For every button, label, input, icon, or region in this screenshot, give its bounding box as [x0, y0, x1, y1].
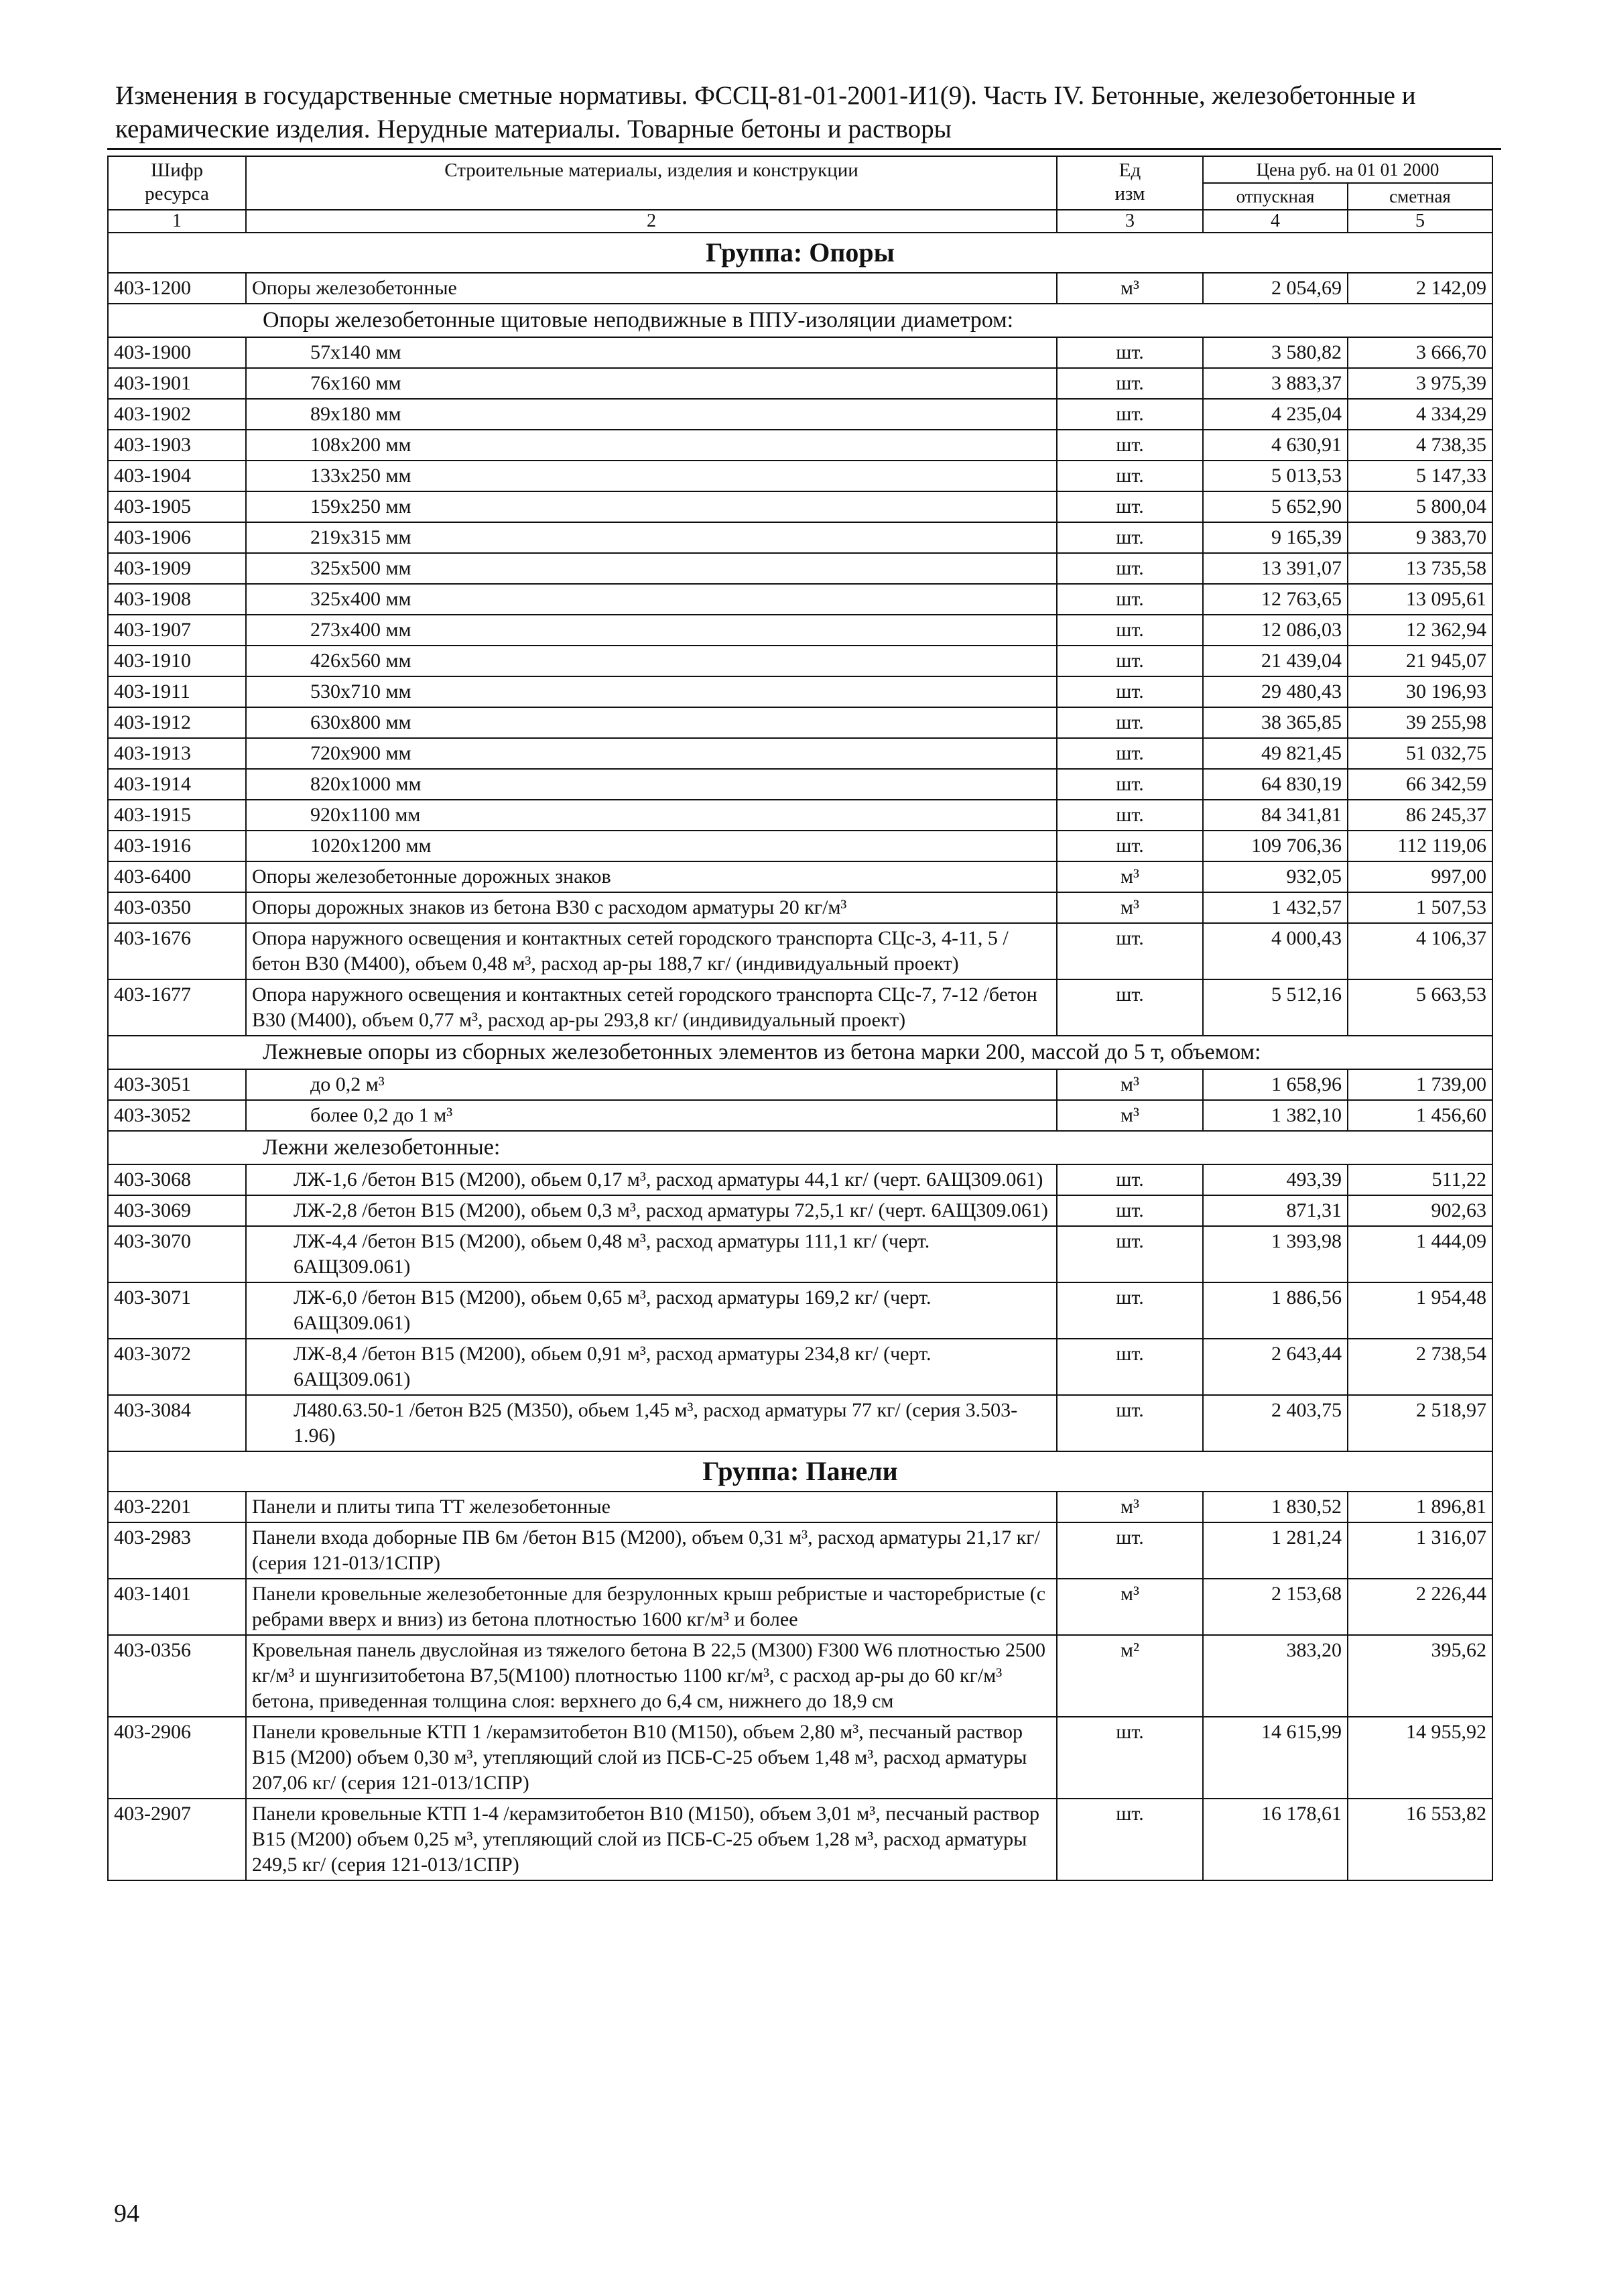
header-line-1: Изменения в государственные сметные нормативы. ФССЦ-81-01-2001-И1(9). Часть IV. Бетонные, железобетонные и [115, 81, 1416, 110]
resource-code: 403-1401 [108, 1579, 246, 1635]
table-row [108, 1579, 1492, 1635]
release-price: 38 365,85 [1203, 707, 1348, 738]
estimate-price: 13 735,58 [1348, 553, 1492, 584]
material-name: 108х200 мм [246, 430, 1057, 461]
table-row [108, 800, 1492, 831]
estimate-price: 86 245,37 [1348, 800, 1492, 831]
material-name: Панели кровельные железобетонные для безрулонных крыш ребристые и часторебристые (с ребрами вверх и вниз) из бетона плотностью 1600 кг/м³ и более [246, 1579, 1057, 1635]
estimate-price: 2 142,09 [1348, 273, 1492, 304]
unit-of-measure: шт. [1057, 615, 1203, 646]
release-price: 383,20 [1203, 1635, 1348, 1717]
release-price: 5 652,90 [1203, 491, 1348, 522]
material-name: 720х900 мм [246, 738, 1057, 769]
release-price: 1 281,24 [1203, 1522, 1348, 1579]
release-price: 1 393,98 [1203, 1226, 1348, 1282]
resource-code: 403-2983 [108, 1522, 246, 1579]
resource-code: 403-0350 [108, 892, 246, 923]
resource-code: 403-3084 [108, 1395, 246, 1451]
unit-of-measure: шт. [1057, 337, 1203, 368]
resource-code: 403-1906 [108, 522, 246, 553]
release-price: 109 706,36 [1203, 831, 1348, 861]
unit-of-measure: шт. [1057, 522, 1203, 553]
material-name: 133х250 мм [246, 461, 1057, 491]
material-name: до 0,2 м³ [246, 1069, 1057, 1100]
resource-code: 403-1902 [108, 399, 246, 430]
table-row [108, 676, 1492, 707]
release-price: 2 643,44 [1203, 1339, 1348, 1395]
estimate-price: 9 383,70 [1348, 522, 1492, 553]
release-price: 5 512,16 [1203, 979, 1348, 1036]
release-price: 2 054,69 [1203, 273, 1348, 304]
material-name: Панели и плиты типа ТТ железобетонные [246, 1492, 1057, 1522]
section-row [108, 304, 1492, 337]
table-row [108, 1395, 1492, 1451]
release-price: 12 763,65 [1203, 584, 1348, 615]
estimate-price: 4 738,35 [1348, 430, 1492, 461]
material-name: 325х400 мм [246, 584, 1057, 615]
material-name: 920х1100 мм [246, 800, 1057, 831]
release-price: 1 886,56 [1203, 1282, 1348, 1339]
material-name: Л480.63.50-1 /бетон В25 (М350), обьем 1,45 м³, расход арматуры 77 кг/ (серия 3.503-1.96) [246, 1395, 1057, 1451]
unit-of-measure: м³ [1057, 273, 1203, 304]
estimate-price: 1 739,00 [1348, 1069, 1492, 1100]
resource-code: 403-1915 [108, 800, 246, 831]
table-row [108, 1195, 1492, 1226]
material-name: 630х800 мм [246, 707, 1057, 738]
resource-code: 403-3070 [108, 1226, 246, 1282]
release-price: 14 615,99 [1203, 1717, 1348, 1799]
resource-code: 403-2201 [108, 1492, 246, 1522]
estimate-price: 4 106,37 [1348, 923, 1492, 979]
material-name: 325х500 мм [246, 553, 1057, 584]
estimate-price: 5 147,33 [1348, 461, 1492, 491]
table-row [108, 1799, 1492, 1880]
release-price: 29 480,43 [1203, 676, 1348, 707]
estimate-price: 395,62 [1348, 1635, 1492, 1717]
material-name: 159х250 мм [246, 491, 1057, 522]
unit-of-measure: шт. [1057, 1226, 1203, 1282]
release-price: 1 658,96 [1203, 1069, 1348, 1100]
col-header-price: Цена руб. на 01 01 2000 [1203, 156, 1492, 183]
estimate-price: 3 975,39 [1348, 368, 1492, 399]
release-price: 49 821,45 [1203, 738, 1348, 769]
unit-of-measure: м³ [1057, 1492, 1203, 1522]
release-price: 12 086,03 [1203, 615, 1348, 646]
unit-of-measure: шт. [1057, 584, 1203, 615]
page-number: 94 [114, 2199, 139, 2228]
col-header-code-line1: Шифр [150, 160, 204, 181]
unit-of-measure: шт. [1057, 831, 1203, 861]
table-body [108, 233, 1492, 1880]
col-header-unit [1057, 156, 1203, 210]
material-name: ЛЖ-8,4 /бетон В15 (М200), обьем 0,91 м³, расход арматуры 234,8 кг/ (черт. 6АЩ309.061) [246, 1339, 1057, 1395]
unit-of-measure: м³ [1057, 1069, 1203, 1100]
release-price: 4 235,04 [1203, 399, 1348, 430]
estimate-price: 902,63 [1348, 1195, 1492, 1226]
estimate-price: 511,22 [1348, 1164, 1492, 1195]
estimate-price: 2 738,54 [1348, 1339, 1492, 1395]
unit-of-measure: шт. [1057, 1339, 1203, 1395]
estimate-price: 1 896,81 [1348, 1492, 1492, 1522]
unit-of-measure: м³ [1057, 861, 1203, 892]
material-name: Опоры железобетонные дорожных знаков [246, 861, 1057, 892]
release-price: 5 013,53 [1203, 461, 1348, 491]
unit-of-measure: шт. [1057, 1164, 1203, 1195]
resource-code: 403-1911 [108, 676, 246, 707]
resource-code: 403-2907 [108, 1799, 246, 1880]
resource-code: 403-1200 [108, 273, 246, 304]
material-name: 76х160 мм [246, 368, 1057, 399]
release-price: 2 403,75 [1203, 1395, 1348, 1451]
resource-code: 403-6400 [108, 861, 246, 892]
resource-code: 403-1905 [108, 491, 246, 522]
table-row [108, 615, 1492, 646]
unit-of-measure: шт. [1057, 800, 1203, 831]
estimate-price: 1 507,53 [1348, 892, 1492, 923]
table-row [108, 923, 1492, 979]
estimate-price: 997,00 [1348, 861, 1492, 892]
resource-code: 403-1913 [108, 738, 246, 769]
release-price: 4 000,43 [1203, 923, 1348, 979]
estimate-price: 12 362,94 [1348, 615, 1492, 646]
table-row [108, 1522, 1492, 1579]
material-name: Панели кровельные КТП 1-4 /керамзитобетон В10 (М150), объем 3,01 м³, песчаный раствор В15 (М200) объем 0,25 м³, утепляющий слой из ПСБ-С-25 объем 1,28 м³, расход арматуры 249,5 кг/ (серия 121-013/1СПР) [246, 1799, 1057, 1880]
resource-code: 403-1904 [108, 461, 246, 491]
release-price: 64 830,19 [1203, 769, 1348, 800]
estimate-price: 51 032,75 [1348, 738, 1492, 769]
release-price: 21 439,04 [1203, 646, 1348, 676]
material-name: Панели входа доборные ПВ 6м /бетон В15 (М200), объем 0,31 м³, расход арматуры 21,17 кг/ (серия 121-013/1СПР) [246, 1522, 1057, 1579]
unit-of-measure: м³ [1057, 1579, 1203, 1635]
resource-code: 403-1909 [108, 553, 246, 584]
release-price: 3 883,37 [1203, 368, 1348, 399]
material-name: ЛЖ-6,0 /бетон В15 (М200), обьем 0,65 м³, расход арматуры 169,2 кг/ (черт. 6АЩ309.061) [246, 1282, 1057, 1339]
release-price: 16 178,61 [1203, 1799, 1348, 1880]
unit-of-measure: шт. [1057, 1282, 1203, 1339]
table-row [108, 553, 1492, 584]
col-header-estimate: сметная [1348, 183, 1492, 210]
estimate-price: 66 342,59 [1348, 769, 1492, 800]
estimate-price: 112 119,06 [1348, 831, 1492, 861]
material-name: Панели кровельные КТП 1 /керамзитобетон В10 (М150), объем 2,80 м³, песчаный раствор В15 (М200) объем 0,30 м³, утепляющий слой из ПСБ-С-25 объем 1,48 м³, расход арматуры 207,06 кг/ (серия 121-013/1СПР) [246, 1717, 1057, 1799]
price-table [107, 156, 1493, 1881]
resource-code: 403-1916 [108, 831, 246, 861]
column-number: 2 [246, 210, 1057, 233]
col-header-unit-line1: Ед [1118, 160, 1141, 181]
unit-of-measure: шт. [1057, 923, 1203, 979]
unit-of-measure: шт. [1057, 646, 1203, 676]
estimate-price: 4 334,29 [1348, 399, 1492, 430]
resource-code: 403-3068 [108, 1164, 246, 1195]
column-number: 3 [1057, 210, 1203, 233]
estimate-price: 13 095,61 [1348, 584, 1492, 615]
resource-code: 403-1676 [108, 923, 246, 979]
table-row [108, 707, 1492, 738]
material-name: более 0,2 до 1 м³ [246, 1100, 1057, 1131]
material-name: Опоры железобетонные [246, 273, 1057, 304]
col-header-unit-line2: изм [1114, 183, 1145, 204]
table-row [108, 831, 1492, 861]
resource-code: 403-1900 [108, 337, 246, 368]
resource-code: 403-1907 [108, 615, 246, 646]
table-row [108, 1069, 1492, 1100]
table-row [108, 979, 1492, 1036]
table-row [108, 646, 1492, 676]
release-price: 1 382,10 [1203, 1100, 1348, 1131]
column-number: 1 [108, 210, 246, 233]
column-number: 5 [1348, 210, 1492, 233]
estimate-price: 39 255,98 [1348, 707, 1492, 738]
material-name: 530х710 мм [246, 676, 1057, 707]
table-row [108, 861, 1492, 892]
col-header-release: отпускная [1203, 183, 1348, 210]
resource-code: 403-3052 [108, 1100, 246, 1131]
release-price: 9 165,39 [1203, 522, 1348, 553]
table-row [108, 461, 1492, 491]
section-row [108, 1036, 1492, 1069]
estimate-price: 30 196,93 [1348, 676, 1492, 707]
table-row [108, 1492, 1492, 1522]
estimate-price: 5 663,53 [1348, 979, 1492, 1036]
table-row [108, 1164, 1492, 1195]
release-price: 1 432,57 [1203, 892, 1348, 923]
table-row [108, 1226, 1492, 1282]
unit-of-measure: шт. [1057, 491, 1203, 522]
material-name: 219х315 мм [246, 522, 1057, 553]
material-name: 89х180 мм [246, 399, 1057, 430]
group-row [108, 1451, 1492, 1492]
unit-of-measure: шт. [1057, 769, 1203, 800]
resource-code: 403-2906 [108, 1717, 246, 1799]
section-title: Лежневые опоры из сборных железобетонных элементов из бетона марки 200, массой до 5 т, объемом: [108, 1036, 1492, 1069]
col-header-code-line2: ресурса [145, 183, 209, 204]
table-row [108, 368, 1492, 399]
resource-code: 403-1914 [108, 769, 246, 800]
estimate-price: 14 955,92 [1348, 1717, 1492, 1799]
table-row [108, 584, 1492, 615]
table-row [108, 1282, 1492, 1339]
material-name: ЛЖ-2,8 /бетон В15 (М200), обьем 0,3 м³, расход арматуры 72,5,1 кг/ (черт. 6АЩ309.061) [246, 1195, 1057, 1226]
header-line-2: керамические изделия. Нерудные материалы. Товарные бетоны и растворы [115, 115, 952, 143]
table-row [108, 491, 1492, 522]
unit-of-measure: м³ [1057, 892, 1203, 923]
resource-code: 403-3071 [108, 1282, 246, 1339]
unit-of-measure: шт. [1057, 1799, 1203, 1880]
material-name: Кровельная панель двуслойная из тяжелого бетона В 22,5 (М300) F300 W6 плотностью 2500 кг/м³ и шунгизитобетона В7,5(М100) плотностью 1100 кг/м³, с расход ар-ры до 60 кг/м³ бетона, приведенная толщина слоя: верхнего до 6,4 см, нижнего до 18,9 см [246, 1635, 1057, 1717]
resource-code: 403-1910 [108, 646, 246, 676]
group-title: Группа: Опоры [108, 233, 1492, 273]
table-row [108, 769, 1492, 800]
table-row [108, 1717, 1492, 1799]
resource-code: 403-1908 [108, 584, 246, 615]
group-row [108, 233, 1492, 273]
table-row [108, 738, 1492, 769]
col-header-code [108, 156, 246, 210]
release-price: 932,05 [1203, 861, 1348, 892]
release-price: 3 580,82 [1203, 337, 1348, 368]
unit-of-measure: шт. [1057, 1717, 1203, 1799]
release-price: 84 341,81 [1203, 800, 1348, 831]
table-row [108, 399, 1492, 430]
resource-code: 403-1903 [108, 430, 246, 461]
table-row [108, 1100, 1492, 1131]
estimate-price: 1 316,07 [1348, 1522, 1492, 1579]
unit-of-measure: шт. [1057, 461, 1203, 491]
estimate-price: 1 954,48 [1348, 1282, 1492, 1339]
page-header [115, 79, 1497, 146]
resource-code: 403-1912 [108, 707, 246, 738]
unit-of-measure: шт. [1057, 676, 1203, 707]
estimate-price: 5 800,04 [1348, 491, 1492, 522]
unit-of-measure: шт. [1057, 707, 1203, 738]
unit-of-measure: шт. [1057, 738, 1203, 769]
resource-code: 403-0356 [108, 1635, 246, 1717]
unit-of-measure: шт. [1057, 553, 1203, 584]
release-price: 871,31 [1203, 1195, 1348, 1226]
material-name: 426х560 мм [246, 646, 1057, 676]
estimate-price: 21 945,07 [1348, 646, 1492, 676]
estimate-price: 2 226,44 [1348, 1579, 1492, 1635]
material-name: 820х1000 мм [246, 769, 1057, 800]
unit-of-measure: м³ [1057, 1100, 1203, 1131]
material-name: 1020х1200 мм [246, 831, 1057, 861]
resource-code: 403-3069 [108, 1195, 246, 1226]
table-row [108, 1339, 1492, 1395]
unit-of-measure: шт. [1057, 430, 1203, 461]
estimate-price: 1 456,60 [1348, 1100, 1492, 1131]
column-number-row [108, 210, 1492, 233]
unit-of-measure: шт. [1057, 399, 1203, 430]
unit-of-measure: шт. [1057, 1195, 1203, 1226]
release-price: 1 830,52 [1203, 1492, 1348, 1522]
column-number: 4 [1203, 210, 1348, 233]
unit-of-measure: шт. [1057, 979, 1203, 1036]
section-title: Опоры железобетонные щитовые неподвижные в ППУ-изоляции диаметром: [108, 304, 1492, 337]
table-row [108, 337, 1492, 368]
unit-of-measure: шт. [1057, 1522, 1203, 1579]
table-row [108, 1635, 1492, 1717]
estimate-price: 1 444,09 [1348, 1226, 1492, 1282]
table-row [108, 273, 1492, 304]
group-title: Группа: Панели [108, 1451, 1492, 1492]
release-price: 4 630,91 [1203, 430, 1348, 461]
estimate-price: 3 666,70 [1348, 337, 1492, 368]
resource-code: 403-3051 [108, 1069, 246, 1100]
release-price: 2 153,68 [1203, 1579, 1348, 1635]
section-row [108, 1131, 1492, 1164]
material-name: 273х400 мм [246, 615, 1057, 646]
material-name: 57х140 мм [246, 337, 1057, 368]
table-row [108, 522, 1492, 553]
resource-code: 403-3072 [108, 1339, 246, 1395]
resource-code: 403-1901 [108, 368, 246, 399]
release-price: 13 391,07 [1203, 553, 1348, 584]
section-title: Лежни железобетонные: [108, 1131, 1492, 1164]
estimate-price: 2 518,97 [1348, 1395, 1492, 1451]
material-name: Опора наружного освещения и контактных сетей городского транспорта СЦс-7, 7-12 /бетон В30 (М400), объем 0,77 м³, расход ар-ры 293,8 кг/ (индивидуальный проект) [246, 979, 1057, 1036]
unit-of-measure: шт. [1057, 368, 1203, 399]
unit-of-measure: м² [1057, 1635, 1203, 1717]
material-name: ЛЖ-4,4 /бетон В15 (М200), обьем 0,48 м³, расход арматуры 111,1 кг/ (черт. 6АЩ309.061) [246, 1226, 1057, 1282]
table-row [108, 430, 1492, 461]
material-name: Опоры дорожных знаков из бетона В30 с расходом арматуры 20 кг/м³ [246, 892, 1057, 923]
header-rule [107, 148, 1501, 150]
col-header-name: Строительные материалы, изделия и конструкции [246, 156, 1057, 210]
release-price: 493,39 [1203, 1164, 1348, 1195]
resource-code: 403-1677 [108, 979, 246, 1036]
unit-of-measure: шт. [1057, 1395, 1203, 1451]
estimate-price: 16 553,82 [1348, 1799, 1492, 1880]
table-row [108, 892, 1492, 923]
material-name: Опора наружного освещения и контактных сетей городского транспорта СЦс-3, 4-11, 5 /бетон В30 (М400), объем 0,48 м³, расход ар-ры 188,7 кг/ (индивидуальный проект) [246, 923, 1057, 979]
material-name: ЛЖ-1,6 /бетон В15 (М200), обьем 0,17 м³, расход арматуры 44,1 кг/ (черт. 6АЩ309.061) [246, 1164, 1057, 1195]
